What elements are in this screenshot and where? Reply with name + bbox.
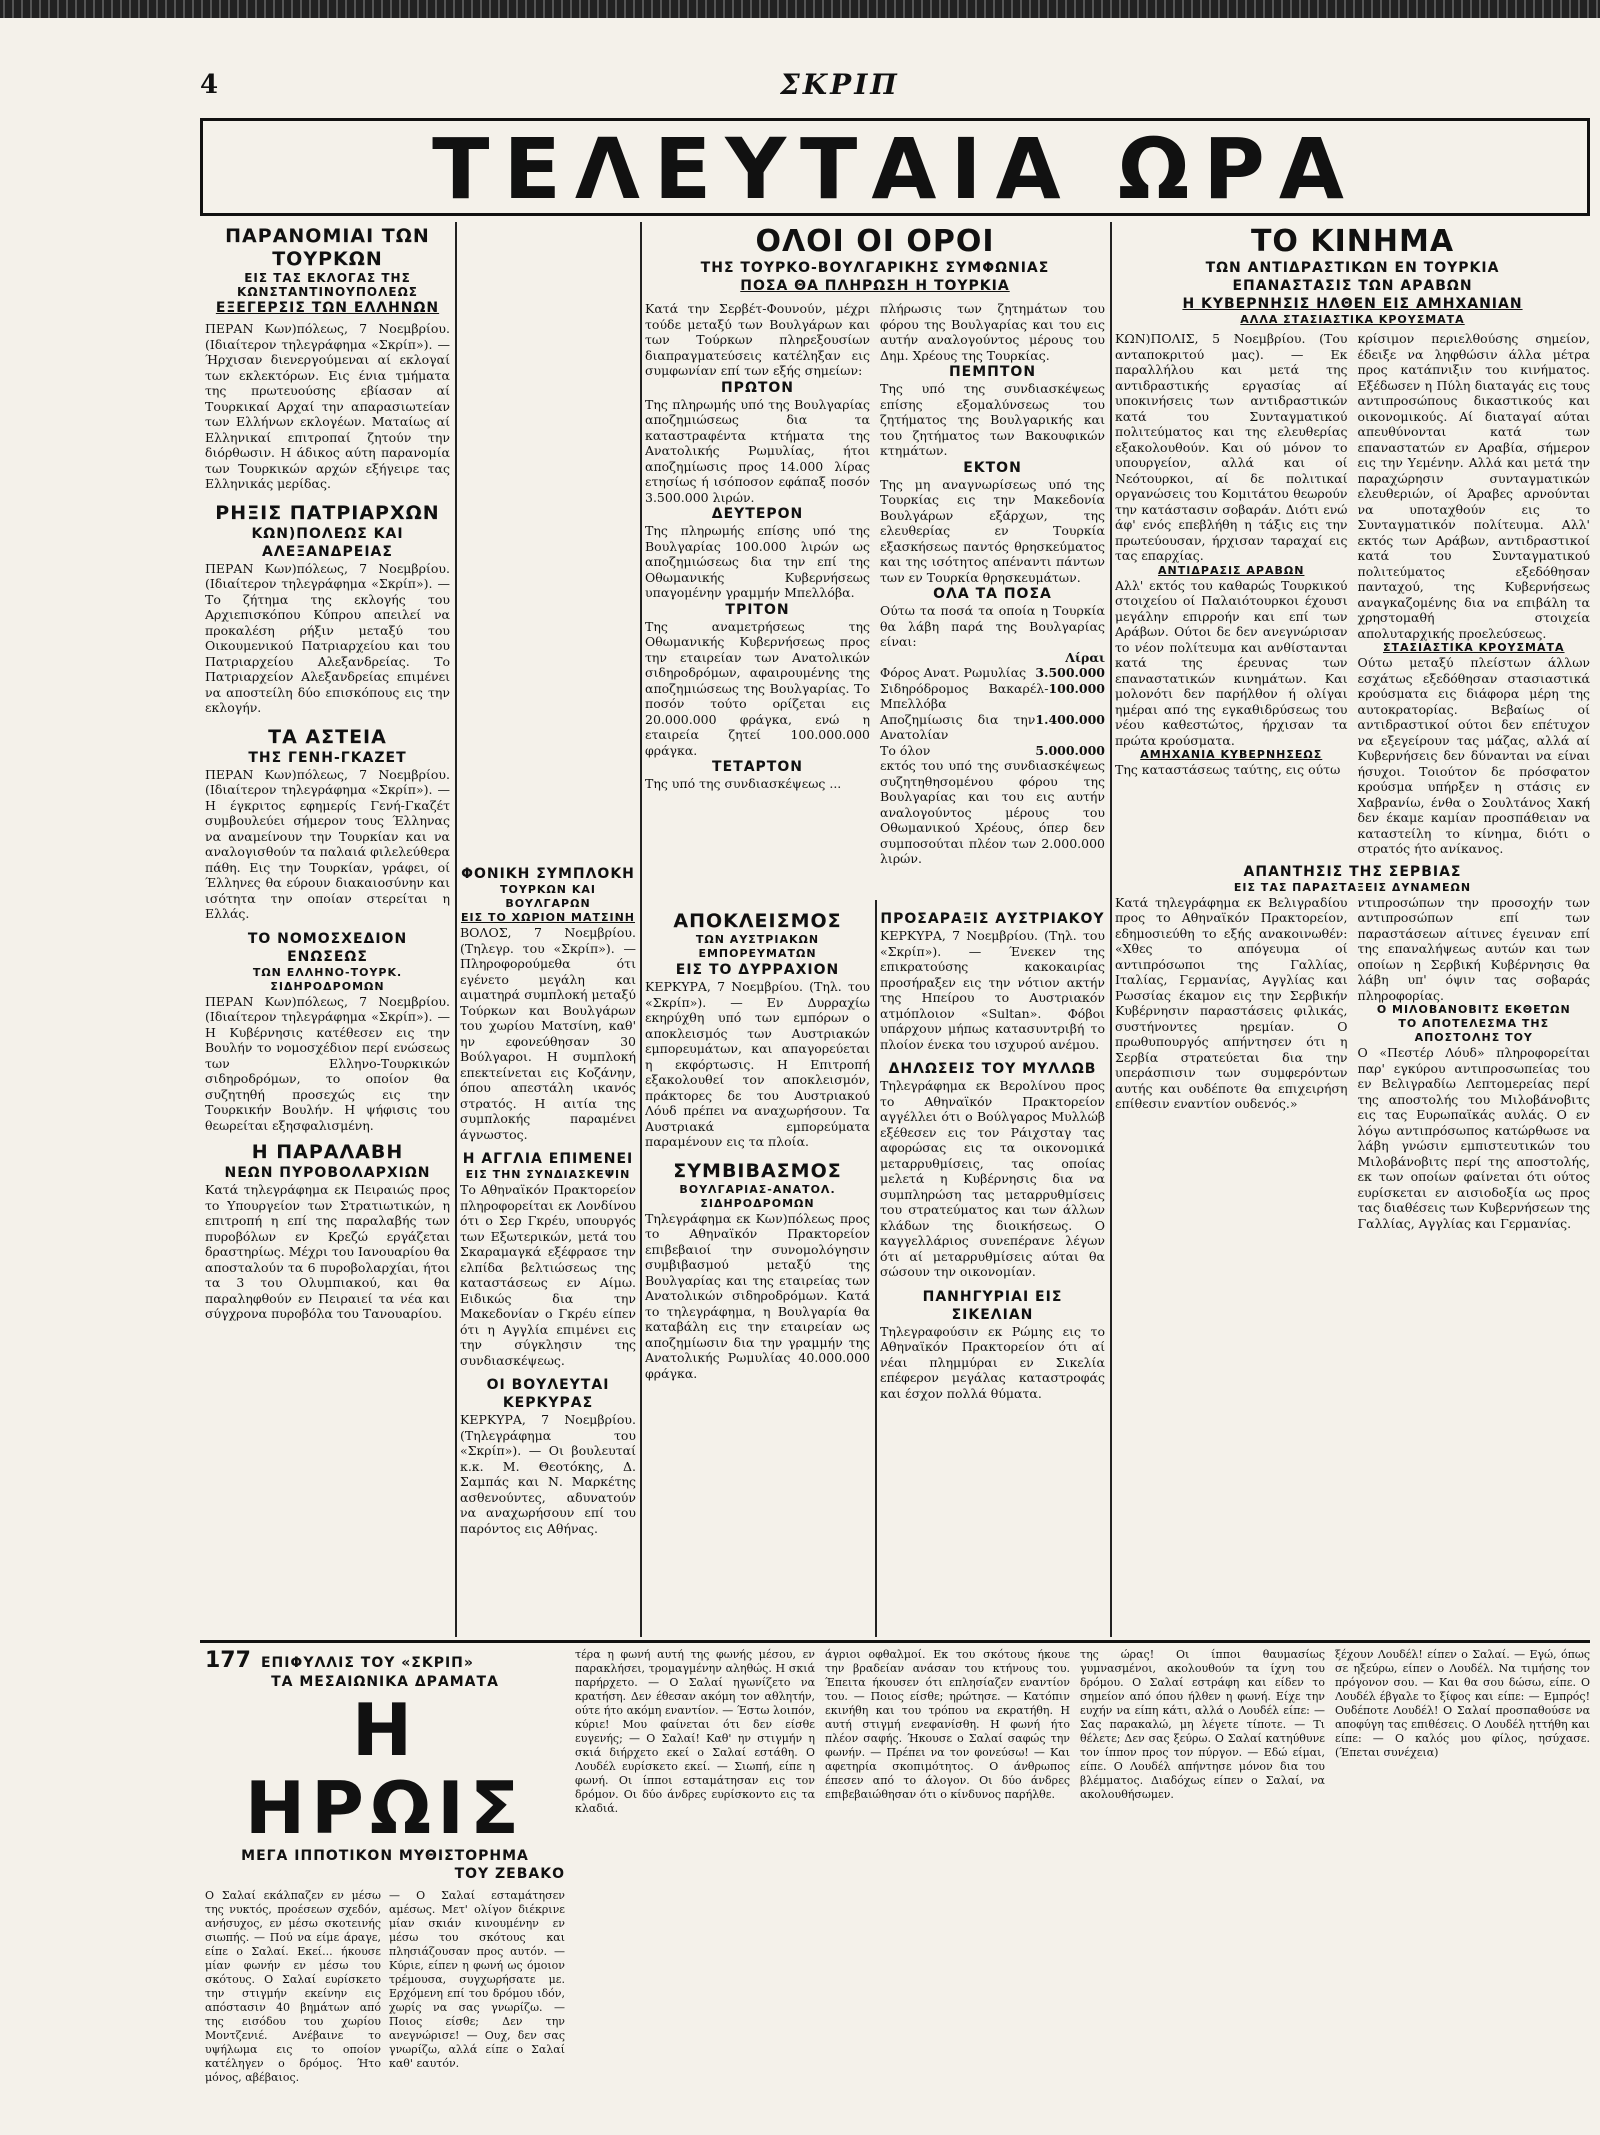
page-number: 4 [200, 70, 219, 100]
section-label: ΑΝΤΙΔΡΑΣΙΣ ΑΡΑΒΩΝ [1158, 563, 1305, 577]
section-label: ΟΛΑ ΤΑ ΠΟΣΑ [933, 586, 1052, 602]
article-text: ΚΕΡΚΥΡΑ, 7 Νοεμβρίου. (Τηλ. του «Σκρίπ»). — Ένεκεν της επικρατούσης κακοκαιρίας προσήραξεν εις την νότιον ακτήν της Ηπείρου το Αυστριακόν ατμόπλοιον «Sultan». Φόβοι υπάρχουν μήπως κατασυντριβή το πλοίον ένεκα του ισχυρού ανέμου. [880, 928, 1105, 1052]
subheadline: ΕΙΣ ΤΗΝ ΣΥΝΔΙΑΣΚΕΨΙΝ [465, 1168, 631, 1181]
headline: ΣΥΜΒΙΒΑΣΜΟΣ [673, 1159, 842, 1182]
article-text: Τηλεγραφούσιν εκ Ρώμης εις το Αθηναϊκόν Πρακτορείον ότι αί νέαι πλημμύραι εν Σικελία επέφερον μεγάλας καταστροφάς και έσχον πολλά θύματα. [880, 1323, 1105, 1401]
headline: ΠΑΝΗΓΥΡΙΑΙ ΕΙΣ ΣΙΚΕΛΙΑΝ [922, 1288, 1063, 1323]
serial-text: ξέχουν Λουδέλ! είπεν ο Σαλαί. — Εγώ, όπως σε ηξεύρω, είπεν ο Λουδέλ. Να τιμήσης τον πρόγονον σου. — Και θα σου δώσω, είπε. Ο Λουδέλ έβγαλε το ξίφος και είπε: — Εμπρός! Ουδέποτε Λουδέλ! Ο Σαλαί προσπαθούσε να αποφύγη τας επιθέσεις. Ο Λουδέλ ηττήθη και είπε: — Ο καλός μου φίλος, ησύχασε. (Έπεται συνέχεια) [1335, 1648, 1590, 1759]
article-text: ΚΕΡΚΥΡΑ, 7 Νοεμβρίου. (Τηλεγράφημα του «Σκρίπ»). — Οι βουλευταί κ.κ. Μ. Θεοτόκης, Δ. Σαμπάς και Ν. Μαρκέτης ασθενούντες, αδυνατούν να αναχωρήσουν επί του παρόντος εις Αθήνας. [460, 1412, 636, 1536]
article-text: ΠΕΡΑΝ Κων)πόλεως, 7 Νοεμβρίου. (Ιδιαίτερον τηλεγράφημα «Σκρίπ»). — Ήρχισαν διενεργούμεναι αί εκλογαί των εκλεκτόρων. Εις ένια τμήματα της πρωτευούσης εβίασαν αί Τουρκικαί Αρχαί την απαρασιωτείαν των Ελλήνων εκλογέων. Ματαίως αί Ελληνικαί επιτροπαί ζητούν την διόρθωσιν. Η άδικος αύτη παρανομία των Τουρκικών αρχών εξήγειρε τας Ελληνικάς μερίδας. [205, 321, 450, 491]
subheadline: Η ΚΥΒΕΡΝΗΣΙΣ ΗΛΘΕΝ ΕΙΣ ΑΜΗΧΑΝΙΑΝ [1182, 296, 1523, 312]
section-label: ΤΕΤΑΡΤΟΝ [712, 759, 803, 775]
serial-subtitle: ΜΕΓΑ ΙΠΠΟΤΙΚΟΝ ΜΥΘΙΣΤΟΡΗΜΑ [241, 1848, 529, 1864]
subheadline: ΒΟΥΛΓΑΡΙΑΣ-ΑΝΑΤΟΛ. ΣΙΔΗΡΟΔΡΟΜΩΝ [679, 1182, 836, 1210]
article-text: ΒΟΛΟΣ, 7 Νοεμβρίου. (Τηλεγρ. του «Σκρίπ»). — Πληροφορούμεθα ότι εγένετο μεγάλη και αιματηρά συμπλοκή μεταξύ Τούρκων και Βουλγάρων του χωρίου Ματσίνη, καθ' ην εφονεύθησαν 30 Βούλγαροι. Η συμπλοκή επεκτείνεται εις Κοζάνην, όπου απεστάλη ικανός στρατός. Η αιτία της συμπλοκής παραμένει άγνωστος. [460, 925, 636, 1142]
subheadline: ΕΞΕΓΕΡΣΙΣ ΤΩΝ ΕΛΛΗΝΩΝ [215, 300, 440, 316]
subheadline: ΕΠΑΝΑΣΤΑΣΙΣ ΤΩΝ ΑΡΑΒΩΝ [1232, 278, 1473, 294]
serial-text: άγριοι οφθαλμοί. Εκ του σκότους ήκουε την βραδείαν ανάσαν του κτήνους του. Έπειτα ήκουσεν ότι επλησίαζεν εναντίον του. — Ποιος είσθε; ηρώτησε. — Κατόπιν εκινήθη και του τρόπου να εκρατήθη. Η αυτή στιγμή ενεφανίσθη. Η φωνή ήτο πλέον σαφής. Ήκουσε ο Σαλαί σαφώς την φωνήν. — Πρέπει να τον φονεύσω! — Και αφετηρία σκοπιμότητος. Ο άνθρωπος έπεσεν από το άλογον. Οι δύο άνδρες επιβεβαιώθησαν ότι ο κίνδυνος παρήλθε. [825, 1648, 1070, 1801]
column-rule [1110, 222, 1112, 1637]
subheadline: ΤΗΣ ΓΕΝΗ-ΓΚΑΖΕΤ [248, 749, 407, 766]
masthead: ΣΚΡΙΠ [780, 68, 900, 101]
article-text: κρίσιμον περιελθούσης σημείον, έδειξε να ληφθώσιν άλλα μέτρα προς κατάπνιξιν του κινήματος. Εξέδωσεν η Πύλη διαταγάς εις τους αντιπροσώπους δικαστικούς και οικονομικούς. Αί διαταγαί αύται απευθύνονται κατά των επαναστατών εν Αραβία, σήμερον εις την Υεμένην. Αλλά και μετά την παραχώρησιν συνταγματικών ελευθεριών, οί Άραβες αρνούνται να υποταχθούν εις το Συνταγματικόν πολίτευμα. Αλλ' εκτός των Αράβων, αντιδραστικοί κατά του Συνταγματικού πολιτεύματος εξεδόθησαν πανταχού, της Κυβερνήσεως αναγκαζομένης δια να επιβάλη τα χρηστομαθή στοιχεία απολυταρχικής προελεύσεως. [1357, 331, 1590, 641]
article-text: Ούτω μεταξύ πλείστων άλλων εσχάτως εξεδόθησαν στασιαστικά κρούσματα εις διάφορα μέρη της αυτοκρατορίας. Βεβαίως οί αντιδραστικοί ούτοι δεν επέτυχον να εξεγείρουν τας μάζας, αλλά αί Κυβερνήσεις δεν δύνανται να είναι ήσυχοι. Τοιούτον δε πρόσφατον κρούσμα υπήρξεν η στάσις εν Χαβρανίω, ένθα ο Σουλτάνος Χακή δεν έκαμε καμίαν προσπάθειαν να καταστείλη το κίνημα, διότι ο στρατός ήτο ανίκανος. [1357, 655, 1590, 856]
subheadline: ΕΙΣ ΤΑΣ ΕΚΛΟΓΑΣ ΤΗΣ ΚΩΝΣΤΑΝΤΙΝΟΥΠΟΛΕΩΣ [237, 271, 418, 299]
amount-label: Αποζημίωσις δια την Ανατολίαν [880, 711, 1036, 742]
article-text: εκτός του υπό της συνδιασκέψεως συζητηθησομένου φόρου της Βουλγαρίας και του εις αυτήν αναλογούντος μέρους του Οθωμανικού Χρέους, όπερ δεν συμποσούται πλέον των 2.000.000 λιρών. [880, 758, 1105, 866]
headline: ΑΠΑΝΤΗΣΙΣ ΤΗΣ ΣΕΡΒΙΑΣ [1243, 863, 1462, 880]
article-text: ντιπροσώπων την προσοχήν των αντιπροσώπων επί των παραστάσεων αίτινες έγειναν επί της επαναλήψεως αυτών και των οποίων η Σερβική Κυβέρνησις θα λάβη υπ' όψιν τας σοβαράς πληροφορίας. [1357, 894, 1590, 1003]
feuilleton-rule [200, 1640, 1590, 1643]
column-5 [1115, 225, 1590, 1635]
headline: ΠΑΡΑΝΟΜΙΑΙ ΤΩΝ ΤΟΥΡΚΩΝ [225, 225, 430, 270]
amount-row [880, 681, 1105, 712]
article-text: Ούτω τα ποσά τα οποία η Τουρκία θα λάβη παρά της Βουλγαρίας είναι: [880, 603, 1105, 649]
serial-text: της ώρας! Οι ίπποι θαυμασίως γυμνασμένοι, ακολουθούν τα ίχνη του δρόμου. Ο Σαλαί εστράφη και είδεν το σημείον από όπου ήλθεν η φωνή. Είχε την ευχήν να είπη κάτι, αλλά ο Λουδέλ είπε: — Σας παρακαλώ, μη λέγετε τίποτε. — Τι θέλετε; Δεν σας ξεύρω. Ο Σαλαί κατηύθυνε τον ίππον προς τον πύργον. — Εδώ είμαι, είπε. Ο Λουδέλ απήντησε μόνον δια του βλέμματος. Διαδόχως είπεν ο Σαλαί, να ακολουθήσωμεν. [1080, 1648, 1325, 1801]
headline: ΠΡΟΣΑΡΑΞΙΣ ΑΥΣΤΡΙΑΚΟΥ [880, 911, 1105, 927]
article-text: Τηλεγράφημα εκ Κων)πόλεως προς το Αθηναϊκόν Πρακτορείον επιβεβαιοί την συνομολόγησιν συμβιβασμού μεταξύ της Βουλγαρίας και της εταιρείας των Ανατολικών σιδηροδρόμων. Κατά το τηλεγράφημα, η Βουλγαρία θα καταβάλη εις την εταιρείαν ως αποζημίωσιν δια την γραμμήν της Ανατολικής Ρωμυλίας 40.000.000 φράγκα. [645, 1210, 870, 1381]
column-3 [645, 910, 870, 1635]
headline: ΟΛΟΙ ΟΙ ΟΡΟΙ [755, 225, 995, 259]
subheadline: ΚΩΝ)ΠΟΛΕΩΣ ΚΑΙ ΑΛΕΞΑΝΔΡΕΙΑΣ [251, 525, 404, 560]
section-label: ΠΕΜΠΤΟΝ [948, 364, 1037, 380]
subheadline: ΕΙΣ ΤΑΣ ΠΑΡΑΣΤΑΞΕΙΣ ΔΥΝΑΜΕΩΝ [1233, 880, 1472, 894]
headline: Η ΠΑΡΑΛΑΒΗ [251, 1141, 404, 1163]
serial-title: Η ΗΡΩΙΣ [244, 1688, 526, 1850]
subheadline: ΕΙΣ ΤΟ ΔΥΡΡΑΧΙΟΝ [675, 962, 840, 978]
column-2-lower-left [460, 865, 636, 1635]
section-banner: ΤΕΛΕΥΤΑΙΑ ΩΡΑ [200, 118, 1590, 216]
section-label: ΕΚΤΟΝ [963, 459, 1022, 476]
headline: ΦΟΝΙΚΗ ΣΥΜΠΛΟΚΗ [461, 866, 635, 882]
serial-number: 177 [205, 1648, 251, 1673]
amount-row [880, 665, 1105, 681]
article-text: Της αναμετρήσεως της Οθωμανικής Κυβερνήσεως προς την εταιρείαν των Ανατολικών σιδηροδρόμων, αφαιρουμένης της αποζημιώσεως της Βουλγαρίας. Το ποσόν τούτο ορίζεται εις 20.000.000 φράγκα, ενώ η εταιρεία ζητεί 100.000.000 φράγκα. [645, 618, 870, 758]
subheadline: ΤΟΥΡΚΩΝ ΚΑΙ ΒΟΥΛΓΑΡΩΝ [500, 883, 596, 910]
article-text: ΚΕΡΚΥΡΑ, 7 Νοεμβρίου. (Τηλ. του «Σκρίπ»). — Εν Δυρραχίω εκηρύχθη υπό των εμπόρων ο αποκλεισμός των Αυστριακών εμπορευμάτων, και απαγορεύεται η εκφόρτωσις. Η Επιτροπή εξακολουθεί τον αποκλεισμόν, πράκτορες δε του Αυστριακού Λόυδ πρέπει να αναχωρήσουν. Τα Αυστριακά εμπορεύματα παραμένουν εις τα πλοία. [645, 979, 870, 1149]
headline: ΡΗΞΙΣ ΠΑΤΡΙΑΡΧΩΝ [215, 501, 440, 524]
amount-label: Φόρος Ανατ. Ρωμυλίας [880, 665, 1027, 680]
subheadline: ΝΕΩΝ ΠΥΡΟΒΟΛΑΡΧΙΩΝ [224, 1165, 431, 1181]
serial-series: ΤΑ ΜΕΣΑΙΩΝΙΚΑ ΔΡΑΜΑΤΑ [271, 1674, 499, 1690]
column-rule [640, 222, 642, 1637]
headline: ΑΠΟΚΛΕΙΣΜΟΣ [673, 910, 842, 932]
serial-label: ΕΠΙΦΥΛΛΙΣ ΤΟΥ «ΣΚΡΙΠ» [260, 1655, 474, 1671]
section-label: ΠΡΩΤΟΝ [720, 379, 795, 396]
article-text: Κατά την Σερβέτ-Φουνούν, μέχρι τούδε μεταξύ των Βουλγάρων και των Τούρκων πληρεξουσίων διαπραγματεύσεις κατέληξαν εις συμφωνίαν επί των εξής σημείων: [645, 301, 870, 378]
article-text: Το Αθηναϊκόν Πρακτορείον πληροφορείται εκ Λονδίνου ότι ο Σερ Γκρέυ, υπουργός των Εξωτερικών, μετά του Σκαραμαγκά εξέφρασε την ελπίδα βελτιώσεως της καταστάσεως εν Αίμω. Ειδικώς δια την Μακεδονίαν ο Γκρέυ είπεν ότι η Αγγλία επιμένει εις την σύγκλησιν της συνδιασκέψεως. [460, 1182, 636, 1368]
serial-text: — Ο Σαλαί εσταμάτησεν αμέσως. Μετ' ολίγον διέκρινε μίαν σκιάν κινουμένην εν μέσω του σκότους και πλησιάζουσαν προς αυτόν. — Κύριε, είπεν η φωνή ως όμοιον τρέμουσα, συγχωρήσατε με. Ερχόμενη επί του δρόμου ιδόν, χωρίς να σας γνωρίζω. — Ποιος είσθε; Δεν την ανεγνώρισε! — Ουχ, δεν σας γνωρίζω, αλλά είπε ο Σαλαί καθ' εαυτόν. [389, 1889, 565, 2070]
amount-table [880, 665, 1105, 758]
article-text: Κατά τηλεγράφημα εκ Βελιγραδίου προς το Αθηναϊκόν Πρακτορείον, εδημοσιεύθη το εξής ανακοινωθέν: «Χθες το απόγευμα οί αντιπρόσωποι της Γαλλίας, Ιταλίας, Γερμανίας, Αγγλίας και Ρωσσίας έκαμον εις την Σερβικήν Κυβέρνησιν παραστάσεις φιλικάς, συστήνοντες ηρεμίαν. Ο πρωθυπουργός απήντησεν ότι η Σερβία στρατεύεται δια την υπεράσπισιν των συμφερόντων αυτής και ουδέποτε θα επιχειρήση επίθεσιν εναντίον ουδενός.» [1115, 894, 1348, 1111]
column-2-top [645, 225, 1105, 905]
article-text: Ο «Πεστέρ Λόυδ» πληροφορείται παρ' εγκύρου αντιπροσωπείας του εν Βελιγραδίω Λεπτομερείας περί της αποστολής του Μιλοβάνοβιτς εις τας Ευρωπαϊκάς αυλάς. Ο εν λόγω αντιπρόσωπος κατώρθωσε να λάβη γνώσιν εμπιστευτικών του Μιλοβάνοβιτς περί της αποστολής, εκ των οποίων φαίνεται ότι ούτος ευρίσκεται εν αισιοδοξία ως προς τας διαθέσεις των Κυβερνήσεων της Γαλλίας, Αγγλίας και Γερμανίας. [1357, 1045, 1590, 1231]
article-text: Της υπό της συνδιασκέψεως επίσης εξομαλύνσεως του ζητήματος της Βουλγαρικής και του ζητήματος των Βακουφικών κτημάτων. [880, 381, 1105, 458]
article-text: ΠΕΡΑΝ Κων)πόλεως, 7 Νοεμβρίου. (Ιδιαίτερον τηλεγράφημα «Σκρίπ»). — Η Κυβέρνησις κατέθεσεν εις την Βουλήν το νομοσχέδιον περί ενώσεως των Ελληνο-Τουρκικών σιδηροδρόμων, το οποίον θα συζητηθή προσεχώς εις την Τουρκικήν Βουλήν. Η ψήφισις του θεωρείται εξησφαλισμένη. [205, 993, 450, 1133]
subheadline: ΤΗΣ ΤΟΥΡΚΟ-ΒΟΥΛΓΑΡΙΚΗΣ ΣΥΜΦΩΝΙΑΣ [700, 260, 1050, 276]
headline: ΔΗΛΩΣΕΙΣ ΤΟΥ ΜΥΛΛΩΒ [888, 1061, 1097, 1077]
subheadline: ΤΩΝ ΑΥΣΤΡΙΑΚΩΝ ΕΜΠΟΡΕΥΜΑΤΩΝ [695, 933, 820, 960]
column-1 [205, 225, 450, 1635]
headline: ΟΙ ΒΟΥΛΕΥΤΑΙ ΚΕΡΚΥΡΑΣ [486, 1377, 610, 1411]
headline: ΤΑ ΑΣΤΕΙΑ [268, 725, 387, 748]
article-text: Της καταστάσεως ταύτης, εις ούτω [1115, 762, 1341, 777]
amount-label: Σιδηρόδρομος Βακαρέλ-Μπελλόβα [880, 680, 1049, 711]
amount-total-row [880, 743, 1105, 759]
section-label: ΔΕΥΤΕΡΟΝ [711, 506, 804, 522]
section-label: ΑΜΗΧΑΝΙΑ ΚΥΒΕΡΝΗΣΕΩΣ [1140, 748, 1323, 761]
article-text: ΠΕΡΑΝ Κων)πόλεως, 7 Νοεμβρίου. (Ιδιαίτερον τηλεγράφημα «Σκρίπ»). — Η έγκριτος εφημερίς Γενή-Γκαζέτ συμβουλεύει σήμερον τους Έλληνας να αναμείνουν την Τουρκίαν και να αναλογισθούν τα παλαιά φιλελεύθερα πάθη. Εις την Τουρκίαν, γράφει, οί Έλληνες θα εύρουν διακαιοσύνην και ισότητα την οποίαν στερείται η Ελλάς. [205, 766, 450, 921]
article-text: πλήρωσις των ζητημάτων του φόρου της Βουλγαρίας και του εις αυτήν αναλογούντος μέρους του Δημ. Χρέους της Τουρκίας. [880, 301, 1105, 363]
subheadline: ΠΟΣΑ ΘΑ ΠΛΗΡΩΣΗ Η ΤΟΥΡΚΙΑ [740, 278, 1010, 294]
subheadline: ΤΩΝ ΕΛΛΗΝΟ-ΤΟΥΡΚ. ΣΙΔΗΡΟΔΡΟΜΩΝ [252, 965, 403, 993]
amount-label: Το όλον [880, 742, 931, 758]
article-text: Της πληρωμής επίσης υπό της Βουλγαρίας 100.000 λιρών ως αποζημιώσεως δια την επί της Οθωμανικής Κυβερνήσεως υπαγομένην γραμμήν Μπελλόβα. [645, 523, 870, 600]
headline: Ο ΜΙΛΟΒΑΝΟΒΙΤΣ ΕΚΘΕΤΩΝ [1376, 1003, 1571, 1016]
amount-value: 3.500.000 [1035, 665, 1105, 680]
article-text: ΠΕΡΑΝ Κων)πόλεως, 7 Νοεμβρίου. (Ιδιαίτερον τηλεγράφημα «Σκρίπ»). — Το ζήτημα της εκλογής του Αρχιεπισκόπου Κύπρου απειλεί να προκαλέση ρήξιν μεταξύ του Οικουμενικού Πατριαρχείου και του Πατριαρχείου Αλεξανδρείας. Το Πατριαρχείον Αλεξανδρείας επιμένει να αποστείλη δύο επισκόπους εις την εκλογήν. [205, 560, 450, 715]
section-label: ΣΤΑΣΙΑΣΤΙΚΑ ΚΡΟΥΣΜΑΤΑ [1382, 641, 1565, 654]
serial-author: ΤΟΥ ΖΕΒΑΚΟ [454, 1866, 565, 1882]
article-text: Της υπό της συνδιασκέψεως ... [645, 776, 842, 791]
amount-value: 100.000 [1048, 680, 1105, 696]
article-text: Της μη αναγνωρίσεως υπό της Τουρκίας εις την Μακεδονία Βουλγάρων εξάρχων, της ελευθερίας εν Τουρκία εξασκήσεως παντός θρησκεύματος και της ισότητος απέναντι πάντων των εν Τουρκία θρησκευμάτων. [880, 476, 1105, 585]
article-text: Κατά τηλεγράφημα εκ Πειραιώς προς το Υπουργείον των Στρατιωτικών, η επιτροπή η επί της παραλαβής των πυροβόλων εν Κρεζώ εργάζεται δραστηρίως. Μέχρι του Ιανουαρίου θα αποσταλούν τα 6 πυροβολαρχίαι, ήτοι τα 3 του Ολυμπιακού, και θα παραληφθούν εν Πειραιεί τα νέα και σύγχρονα πυροβόλα του Τανουαρίου. [205, 1182, 450, 1321]
amount-value: 1.400.000 [1035, 711, 1105, 727]
serial-text: Ο Σαλαί εκάλπαζεν εν μέσω της νυκτός, προέσεων σχεδόν, ανήσυχος, εν μέσω σκοτεινής σιωπής. — Πού να είμε άραγε, είπε ο Σαλαί. Εκεί... ήκουσε μίαν φωνήν εν μέσω του σκότους. Ο Σαλαί ευρίσκετο την στιγμήν εκείνην εις απόστασιν 40 βημάτων από της εισόδου του χωρίου Μοντζενιέ. Ανέβαινε το υψήλωμα εις το οποίον κατέληγεν ο δρόμος. Ήτο μόνος, αβέβαιος. [205, 1889, 381, 2084]
subheadline: ΤΟ ΑΠΟΤΕΛΕΣΜΑ ΤΗΣ ΑΠΟΣΤΟΛΗΣ ΤΟΥ [1398, 1017, 1550, 1044]
serial-text: τέρα η φωνή αυτή της φωνής μέσου, εν παρακλήσει, τρομαγμένην αληθώς. Η σκιά παρήρχετο. — Ο Σαλαί ηγωνίζετο να κρατήση. Δεν έθεσαν ακόμη τον αθλητήν, ούτε ήτο ακόμη εναντίον. — Έστω λοιπόν, κύριε! Μου φαίνεται ότι δεν είσθε ευγενής; — Ο Σαλαί! Καθ' ην στιγμήν η σκιά διήρχετο εκεί ο Σαλαί εστάθη. Ο Λουδέλ ευρίσκετο εκεί. — Σιωπή, είπε η φωνή. Οι ίπποι εσταμάτησαν εις τον δρόμον. Οι δύο άνδρες ευρίσκοντο εις τα κλαδιά. [575, 1648, 815, 1815]
article-text: Τηλεγράφημα εκ Βερολίνου προς το Αθηναϊκόν Πρακτορείον αγγέλλει ότι ο Βούλγαρος Μυλλώβ εξέθεσεν εις τον Ράιχσταγ τας αφορώσας εις τα οικονομικά μεταρρυθμίσεις, τας οποίας μελετά η Κυβέρνησις δια να συμπληρώση τας μεταρρυθμίσεις του στρατεύματος και των άλλων κλάδων της διοικήσεως. Ο καγγελλάριος συνεπέρανε λέγων ότι αί μεταρρυθμίσεις αύται θα σώσουν την οικονομίαν. [880, 1078, 1105, 1279]
headline: Η ΑΓΓΛΙΑ ΕΠΙΜΕΝΕΙ [462, 1151, 634, 1167]
column-rule [875, 900, 877, 1637]
section-label: ΤΡΙΤΟΝ [725, 601, 790, 618]
subheadline: ΤΩΝ ΑΝΤΙΔΡΑΣΤΙΚΩΝ ΕΝ ΤΟΥΡΚΙΑ [1205, 260, 1500, 276]
unit-label: Λίραι [1065, 649, 1105, 665]
top-scan-band [0, 0, 1600, 18]
headline: ΤΟ ΝΟΜΟΣΧΕΔΙΟΝ ΕΝΩΣΕΩΣ [247, 930, 408, 965]
column-4 [880, 910, 1105, 1635]
article-text: Αλλ' εκτός του καθαρώς Τουρκικού στοιχείου οί Παλαιότουρκοι έχουσι μεγάλην επιρροήν και επί των Αράβων. Ούτοι δε δεν ανεγνώρισαν το νέον πολίτευμα και ανθίστανται κατά της έρευνας των επαναστατικών κινημάτων. Και μολονότι δεν παρήλθον ή ολίγαι ημέραι από της εγκαθιδρύσεως του νέου καθεστώτος, ήρχισαν τα πρώτα κρούσματα. [1115, 577, 1348, 748]
headline: ΤΟ ΚΙΝΗΜΑ [1250, 225, 1455, 259]
amount-row [880, 712, 1105, 743]
feuilleton-header [205, 1648, 565, 2133]
subheadline: ΑΛΛΑ ΣΤΑΣΙΑΣΤΙΚΑ ΚΡΟΥΣΜΑΤΑ [1240, 313, 1465, 326]
article-text: ΚΩΝ)ΠΟΛΙΣ, 5 Νοεμβρίου. (Του ανταποκριτού μας). — Εκ παραλλήλου και μετά της αντιδραστικής εργασίας αί υποκινήσεις των αντιδραστικών κατά του Συνταγματικού πολιτεύματος και της ελευθερίας εξακολουθούν. Και ού μόνον το υπουργείον, αλλά και οί Νεότουρκοι, αί δε πολιτικαί οργανώσεις του Κομιτάτου θεωρούν την κατάστασιν σοβαράν. Διότι ενώ άφ' ενός επεβλήθη η τάξις εις την πρωτεύουσαν, ήρχισαν ταραχαί εις τας επαρχίας. [1115, 331, 1348, 563]
subheadline: ΕΙΣ ΤΟ ΧΩΡΙΟΝ ΜΑΤΣΙΝΗ [461, 911, 635, 924]
column-rule [455, 222, 457, 1637]
amount-value: 5.000.000 [1035, 742, 1105, 758]
article-text: Της πληρωμής υπό της Βουλγαρίας αποζημιώσεως δια τα καταστραφέντα κτήματα της Ανατολικής Ρωμυλίας, ήτοι αποζημίωσις προς 14.000 λίρας ετησίως ή ισόποσον εφάπαξ ποσόν 3.500.000 λιρών. [645, 396, 870, 505]
